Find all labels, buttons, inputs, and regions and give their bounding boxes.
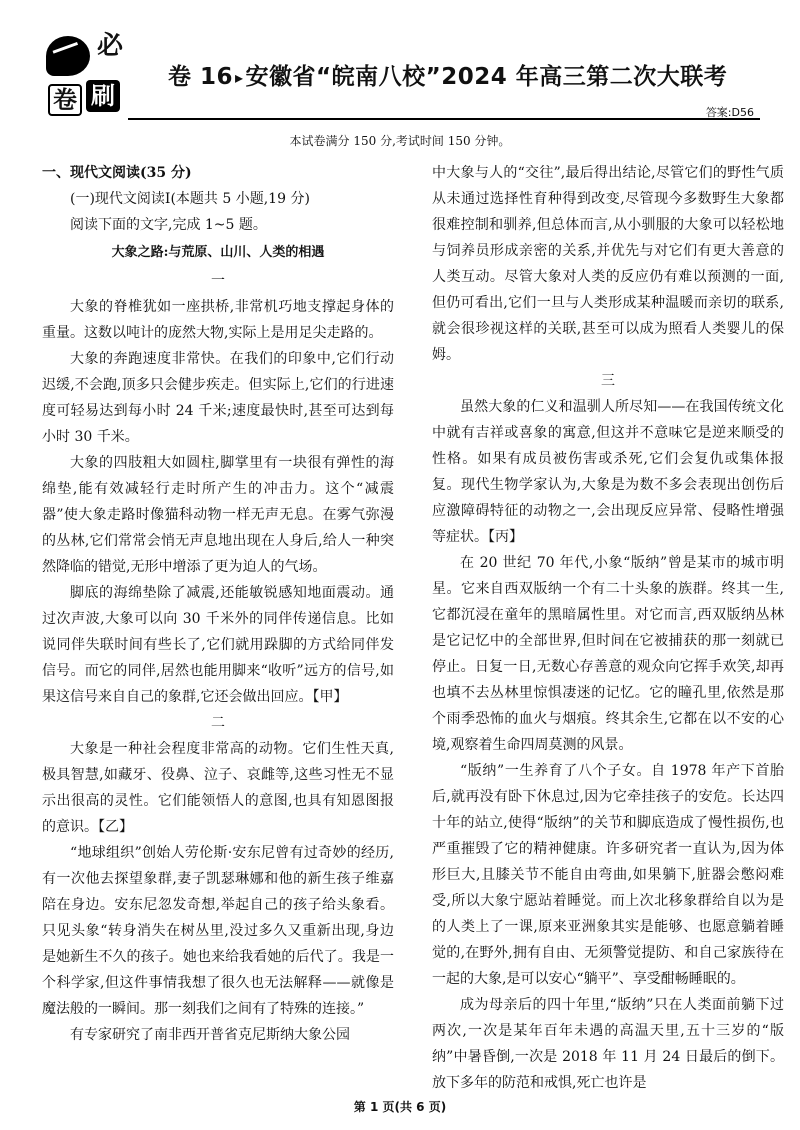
paragraph: 大象的四肢粗大如圆柱,脚掌里有一块很有弹性的海绵垫,能有效减轻行走时所产生的冲击力。这个“减震器”使大象走路时像猫科动物一样无声无息。在雾气弥漫的丛林,它们常常会悄无声息地出现在人身后,给人一种突然降临的错觉,无形中增添了更为迫人的气场。 — [42, 455, 394, 575]
right-column — [432, 160, 784, 1096]
paragraph: “版纳”一生养育了八个子女。自 1978 年产下首胎后,就再没有卧下休息过,因为它牵挂孩子的安危。长达四十年的站立,使得“版纳”的关节和脚底造成了慢性损伤,也严重摧毁了它的精神健康。许多研究者一直认为,因为体形巨大,且膝关节不能自由弯曲,如果躺下,脏器会憋闷难受,所以大象宁愿站着睡觉。而上次北移象群给自以为是的人类上了一课,原来亚洲象其实是能够、也愿意躺着睡觉的,在野外,拥有自由、无须警觉提防、和自己家族待在一起的大象,是可以安心“躺平”、享受酣畅睡眠的。 — [432, 763, 784, 987]
paragraph: 大象是一种社会程度非常高的动物。它们生性天真,极具智慧,如藏牙、役鼻、泣子、哀雌等,这些习性无不显示出很高的灵性。它们能领悟人的意图,也具有知恩图报的意识。【乙】 — [42, 741, 394, 835]
title-prefix: 卷 16 — [168, 64, 234, 90]
paragraph: “地球组织”创始人劳伦斯·安东尼曾有过奇妙的经历,有一次他去探望象群,妻子凯瑟琳娜和他的新生孩子维嘉陪在身边。安东尼忽发奇想,举起自己的孩子给头象看。只见头象“转身消失在树丛里,没过多久又重新出现,身边是她新生不久的孩子。她也来给我看她的后代了。我是一个科学家,但这件事情我想了很久也无法解释——就像是魔法般的一瞬间。那一刻我们之间有了特殊的连接。” — [42, 845, 394, 1017]
answer-code: 答案:D56 — [705, 106, 754, 119]
section-heading: 一、现代文阅读(35 分) — [42, 165, 192, 181]
header-rule — [128, 118, 760, 120]
part-number: 二 — [211, 715, 225, 731]
paragraph: 在 20 世纪 70 年代,小象“版纳”曾是某市的城市明星。它来自西双版纳一个有二十头象的族群。终其一生,它都沉浸在童年的黑暗属性里。对它而言,西双版纳丛林是它记忆中的全部世界,但时间在它被捕获的那一刻就已停止。日复一日,无数心存善意的观众向它挥手欢笑,却再也填不去丛林里惊惧凄迷的记忆。它的瞳孔里,依然是那个雨季恐怖的血火与烟痕。终其余生,它都在以不安的心境,观察着生命四周莫测的风景。 — [432, 555, 784, 753]
brand-logo — [40, 28, 126, 114]
page-title — [168, 58, 727, 91]
arrow-icon: ▸ — [235, 68, 244, 87]
left-column — [42, 160, 394, 1048]
part-number: 三 — [601, 373, 615, 389]
paragraph: 成为母亲后的四十年里,“版纳”只在人类面前躺下过两次,一次是某年百年未遇的高温天里,五十三岁的“版纳”中暑昏倒,一次是 2018 年 11 月 24 日最后的倒下。放下多年的防范和戒惧,死亡也许是 — [432, 997, 784, 1091]
instruction: 阅读下面的文字,完成 1~5 题。 — [70, 217, 267, 233]
logo-char-shua: 刷 — [86, 80, 120, 112]
title-main: 安徽省“皖南八校”2024 年高三第二次大联考 — [245, 64, 728, 90]
paragraph: 有专家研究了南非西开普省克尼斯纳大象公园 — [70, 1027, 350, 1043]
exam-note: 本试卷满分 150 分,考试时间 150 分钟。 — [289, 134, 511, 148]
paragraph: 大象的脊椎犹如一座拱桥,非常机巧地支撑起身体的重量。这数以吨计的庞然大物,实际上是用足尖走路的。 — [42, 299, 394, 341]
paragraph: 大象的奔跑速度非常快。在我们的印象中,它们行动迟缓,不会跑,顶多只会健步疾走。但实际上,它们的行进速度可轻易达到每小时 24 千米;速度最快时,甚至可达到每小时 30 千米。 — [42, 351, 394, 445]
article-title: 大象之路:与荒原、山川、人类的相遇 — [111, 245, 325, 260]
paragraph: 脚底的海绵垫除了减震,还能敏锐感知地面震动。通过次声波,大象可以向 30 千米外的同伴传递信息。比如说同伴失联时间有些长了,它们就用跺脚的方式给同伴发信号。而它的同伴,居然也能用脚来“收听”远方的信号,如果这信号来自自己的象群,它还会做出回应。【甲】 — [42, 585, 394, 705]
page-footer: 第 1 页(共 6 页) — [353, 1100, 447, 1114]
paragraph: 中大象与人的“交往”,最后得出结论,尽管它们的野性气质从未通过选择性育种得到改变,尽管现今多数野生大象都很难控制和驯养,但总体而言,从小驯服的大象可以轻松地与饲养员形成亲密的关系,并优先与对它们有更大善意的人类互动。尽管大象对人类的反应仍有难以预测的一面,但仍可看出,它们一旦与人类形成某种温暖而亲切的联系,就会很珍视这样的关联,甚至可以成为照看人类婴儿的保姆。 — [432, 165, 784, 363]
logo-char-juan: 卷 — [48, 84, 82, 116]
subsection-heading: (一)现代文阅读Ⅰ(本题共 5 小题,19 分) — [70, 191, 310, 207]
logo-char-bi: 必 — [96, 31, 123, 61]
part-number: 一 — [211, 273, 225, 289]
paragraph: 虽然大象的仁义和温驯人所尽知——在我国传统文化中就有吉祥或喜象的寓意,但这并不意味它是逆来顺受的性格。如果有成员被伤害或杀死,它们会复仇或集体报复。现代生物学家认为,大象是为数不多会表现出创伤后应激障碍特征的动物之一,会出现反应异常、侵略性增强等症状。【丙】 — [432, 399, 784, 545]
